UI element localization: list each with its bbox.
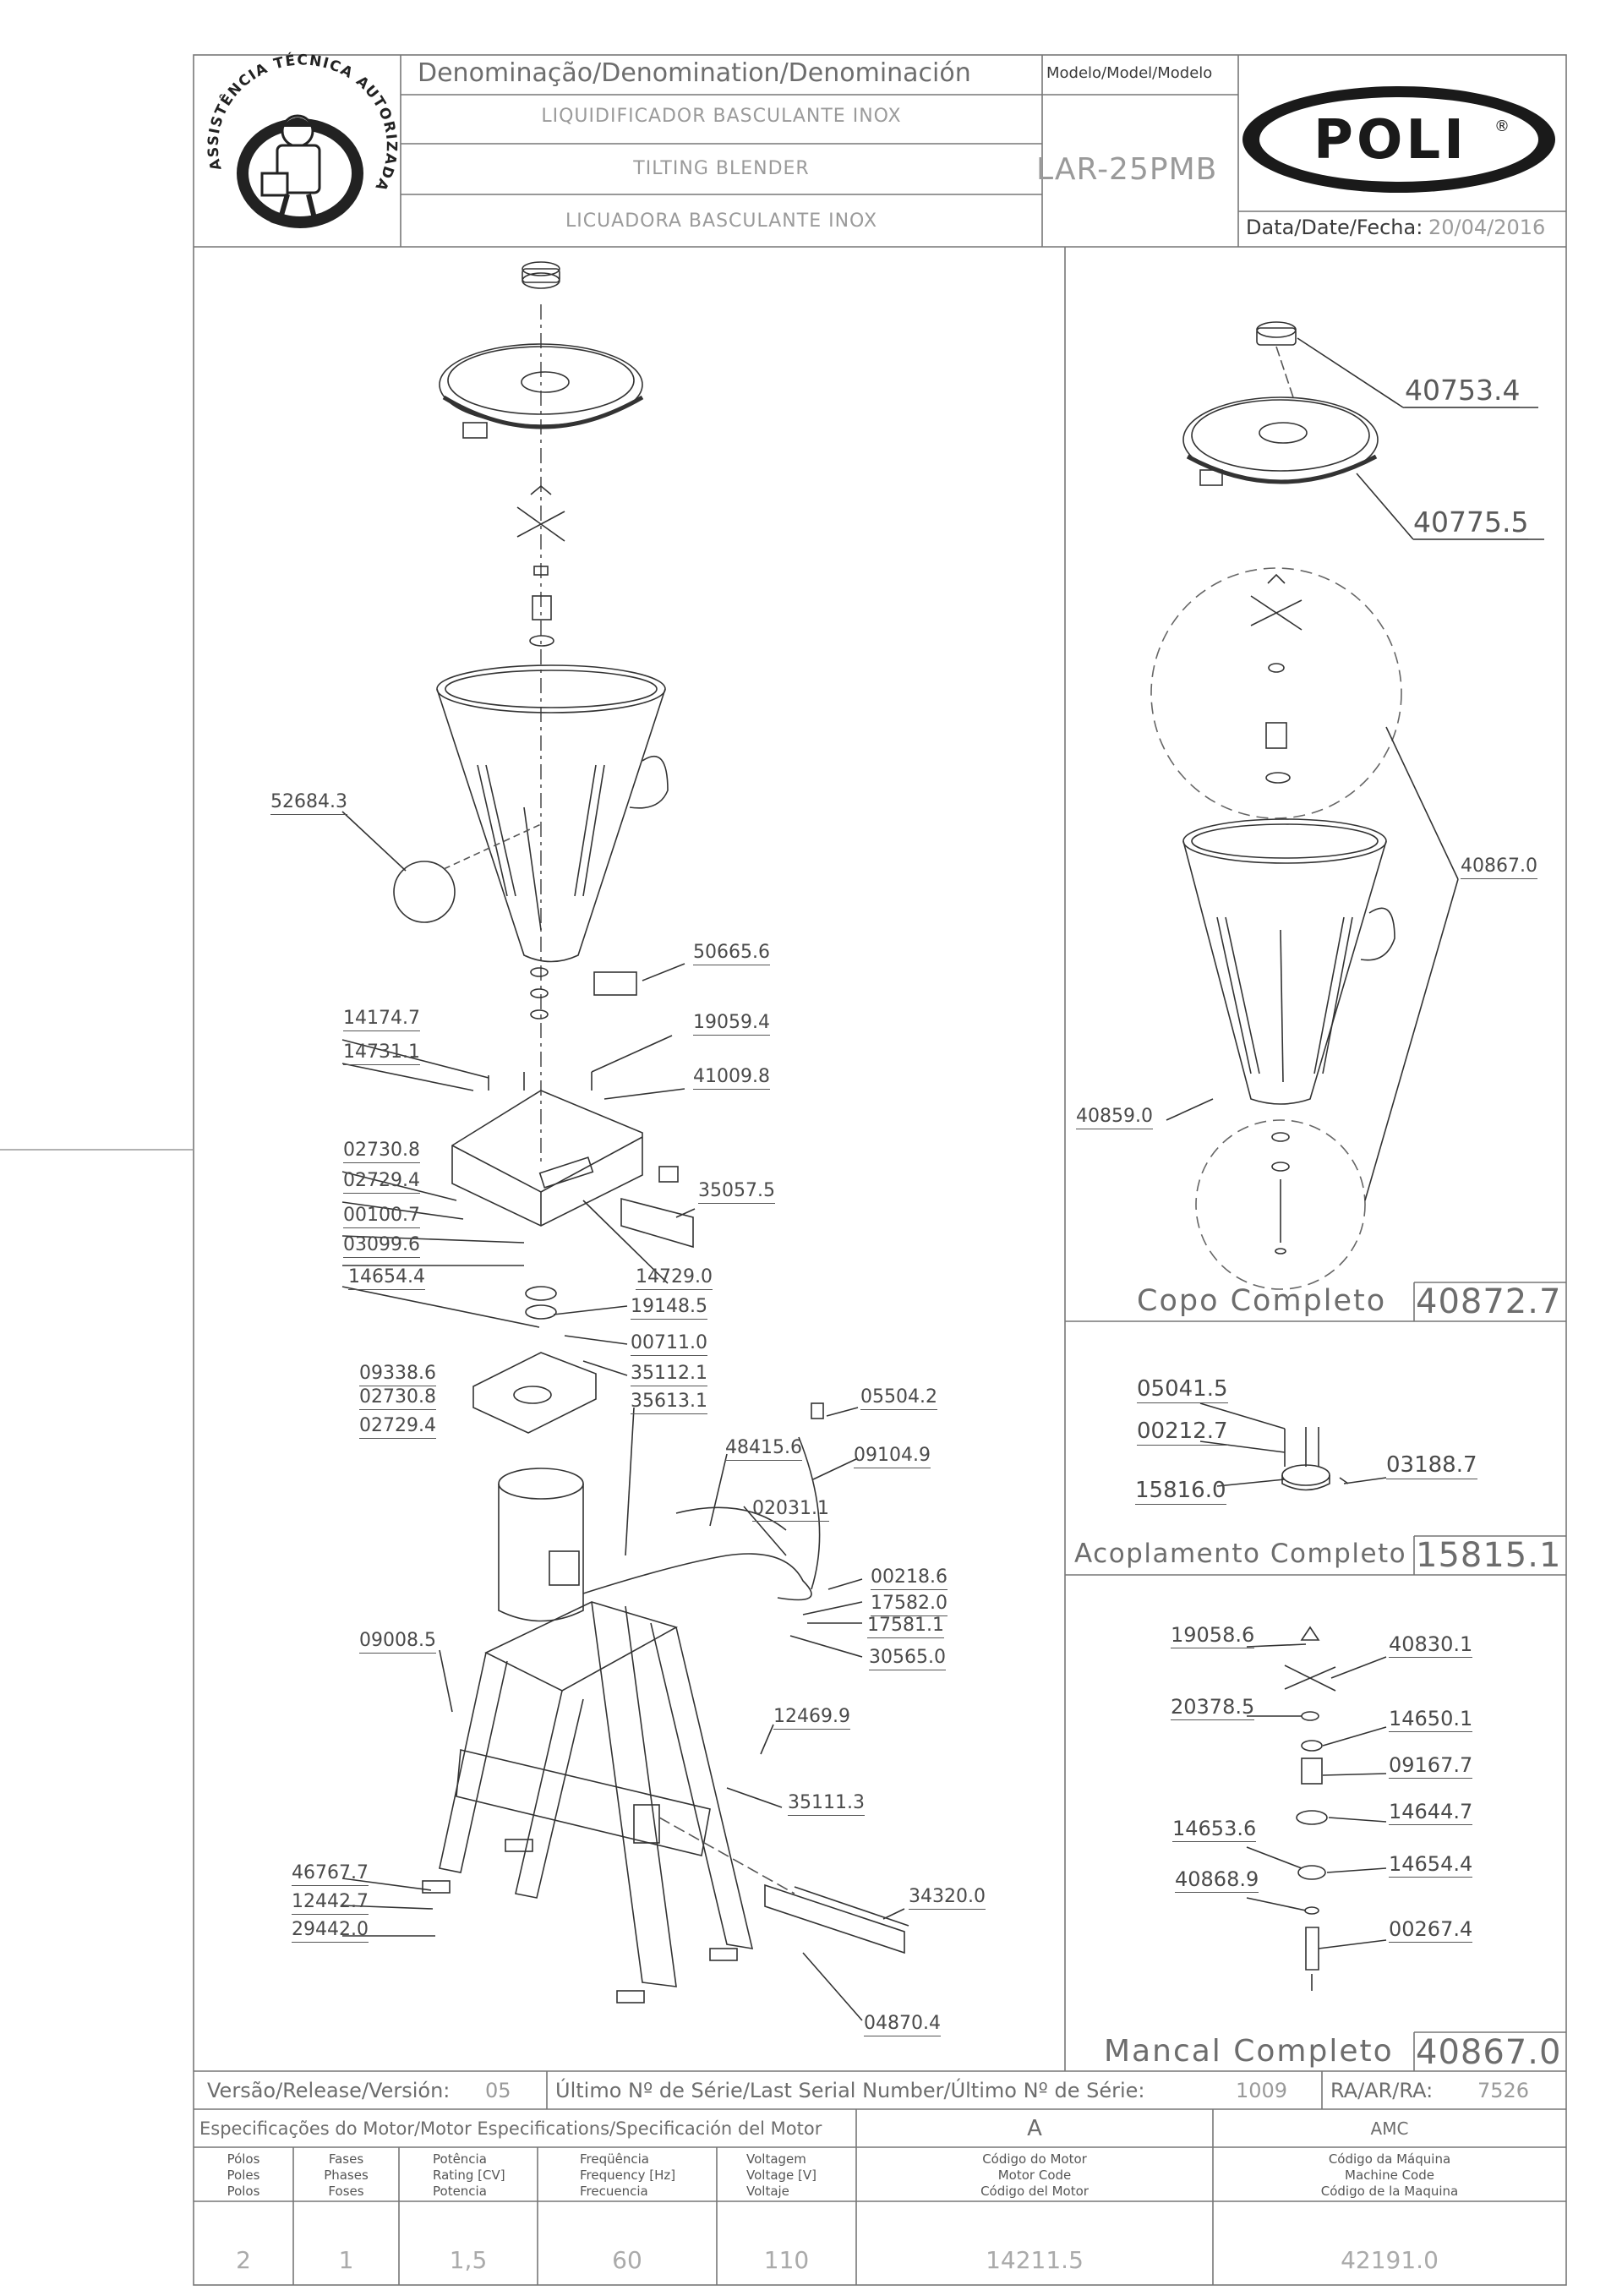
part-label: 09167.7 xyxy=(1389,1753,1473,1777)
model-value: LAR-25PMB xyxy=(1036,152,1218,187)
part-label: 02729.4 xyxy=(359,1417,436,1439)
part-label: 35112.1 xyxy=(631,1364,707,1386)
spec-value-poles: 2 xyxy=(236,2246,251,2274)
part-label: 14650.1 xyxy=(1389,1707,1473,1730)
part-label: 29442.0 xyxy=(292,1921,369,1943)
part-label: 14654.4 xyxy=(348,1268,425,1290)
part-label: 04870.4 xyxy=(864,2014,941,2036)
part-label: 40868.9 xyxy=(1175,1867,1259,1891)
part-label: 14174.7 xyxy=(343,1009,420,1031)
part-label: 19058.6 xyxy=(1171,1623,1255,1647)
model-label: Modelo/Model/Modelo xyxy=(1046,64,1213,82)
part-label: 03188.7 xyxy=(1386,1452,1477,1478)
part-label: 50665.6 xyxy=(693,943,770,965)
motor-spec-title: Especificações do Motor/Motor Especifications/Specificación del Motor xyxy=(199,2118,822,2139)
part-label: 14729.0 xyxy=(636,1268,713,1290)
part-label: 48415.6 xyxy=(725,1439,802,1461)
spec-header-poles: Pólos Poles Polos xyxy=(227,2151,260,2199)
seal-text: ASSISTÊNCIA TÉCNICA AUTORIZADA xyxy=(205,52,400,195)
acoplamento-completo-title: Acoplamento Completo xyxy=(1074,1539,1407,1569)
spec-header-voltage: Voltagem Voltage [V] Voltaje xyxy=(746,2151,816,2199)
part-label: 02730.8 xyxy=(359,1388,436,1410)
spec-value-rating: 1,5 xyxy=(449,2246,488,2274)
part-label: 19059.4 xyxy=(693,1014,770,1036)
part-label: 02729.4 xyxy=(343,1172,420,1194)
spec-value-phases: 1 xyxy=(338,2246,354,2274)
col-a-label: A xyxy=(1027,2116,1042,2141)
mancal-completo-title: Mancal Completo xyxy=(1104,2034,1394,2069)
part-label: 35111.3 xyxy=(788,1794,865,1816)
version-value: 05 xyxy=(485,2079,511,2102)
part-label: 09338.6 xyxy=(359,1364,436,1386)
serial-value: 1009 xyxy=(1236,2079,1288,2102)
part-label: 52684.3 xyxy=(270,793,347,815)
name-es: LICUADORA BASCULANTE INOX xyxy=(565,210,878,232)
part-label: 14644.7 xyxy=(1389,1800,1473,1823)
mancal-completo-code: 40867.0 xyxy=(1416,2033,1562,2072)
part-label: 17581.1 xyxy=(867,1616,944,1638)
part-label: 46767.7 xyxy=(292,1864,369,1886)
part-label: 40859.0 xyxy=(1076,1107,1153,1129)
spec-header-frequency: Freqüência Frequency [Hz] Frecuencia xyxy=(580,2151,676,2199)
part-label: 00212.7 xyxy=(1137,1419,1228,1444)
spec-header-machine-code: Código da Máquina Machine Code Código de la Maquina xyxy=(1320,2151,1459,2199)
brand-mark: ® xyxy=(1494,118,1510,135)
part-label: 35613.1 xyxy=(631,1392,707,1414)
brand-text: POLI xyxy=(1313,109,1467,172)
part-label: 00267.4 xyxy=(1389,1917,1473,1941)
part-label: 03099.6 xyxy=(343,1236,420,1258)
serial-label: Último Nº de Série/Last Serial Number/Último Nº de Série: xyxy=(555,2079,1145,2102)
col-amc-label: AMC xyxy=(1370,2118,1409,2139)
name-pt: LIQUIDIFICADOR BASCULANTE INOX xyxy=(541,106,902,127)
part-label: 35057.5 xyxy=(698,1182,775,1204)
spec-header-phases: Fases Phases Foses xyxy=(324,2151,369,2199)
part-label: 14731.1 xyxy=(343,1043,420,1065)
spec-value-motor-code: 14211.5 xyxy=(986,2246,1084,2274)
part-label: 02031.1 xyxy=(752,1500,829,1522)
version-label: Versão/Release/Versión: xyxy=(207,2079,451,2102)
part-label: 05504.2 xyxy=(860,1388,937,1410)
part-label: 40830.1 xyxy=(1389,1632,1473,1656)
part-label: 09008.5 xyxy=(359,1632,436,1654)
part-label: 20378.5 xyxy=(1171,1695,1255,1719)
part-label: 09104.9 xyxy=(854,1446,931,1468)
copo-completo-code: 40872.7 xyxy=(1416,1282,1562,1321)
part-label: 30565.0 xyxy=(869,1648,946,1670)
part-label: 02730.8 xyxy=(343,1141,420,1163)
date-label: Data/Date/Fecha: xyxy=(1246,216,1423,239)
part-label: 19148.5 xyxy=(631,1298,707,1320)
spec-value-voltage: 110 xyxy=(763,2246,810,2274)
part-label: 14654.4 xyxy=(1389,1852,1473,1876)
part-label: 41009.8 xyxy=(693,1068,770,1090)
part-label: 40775.5 xyxy=(1413,506,1529,538)
spec-value-frequency: 60 xyxy=(612,2246,642,2274)
part-label: 17582.0 xyxy=(871,1594,948,1616)
part-label: 12442.7 xyxy=(292,1893,369,1915)
spec-header-rating: Potência Rating [CV] Potencia xyxy=(433,2151,505,2199)
part-label: 14653.6 xyxy=(1172,1817,1257,1840)
acoplamento-completo-code: 15815.1 xyxy=(1416,1536,1562,1575)
part-label: 15816.0 xyxy=(1135,1478,1226,1503)
name-en: TILTING BLENDER xyxy=(633,158,810,179)
ra-label: RA/AR/RA: xyxy=(1330,2079,1434,2102)
part-label: 34320.0 xyxy=(909,1888,986,1910)
copo-completo-title: Copo Completo xyxy=(1137,1284,1387,1318)
part-label: 05041.5 xyxy=(1137,1376,1228,1402)
part-label: 40753.4 xyxy=(1405,374,1521,407)
part-label: 00218.6 xyxy=(871,1568,948,1590)
date-value: 20/04/2016 xyxy=(1428,216,1546,239)
denomination-label: Denominação/Denomination/Denominación xyxy=(418,58,971,88)
part-label: 00100.7 xyxy=(343,1206,420,1228)
spec-header-motor-code: Código do Motor Motor Code Código del Motor xyxy=(980,2151,1089,2199)
spec-value-machine-code: 42191.0 xyxy=(1341,2246,1439,2274)
part-label: 12469.9 xyxy=(773,1708,850,1730)
part-label: 00711.0 xyxy=(631,1334,707,1356)
part-label: 40867.0 xyxy=(1461,857,1537,879)
ra-value: 7526 xyxy=(1477,2079,1530,2102)
